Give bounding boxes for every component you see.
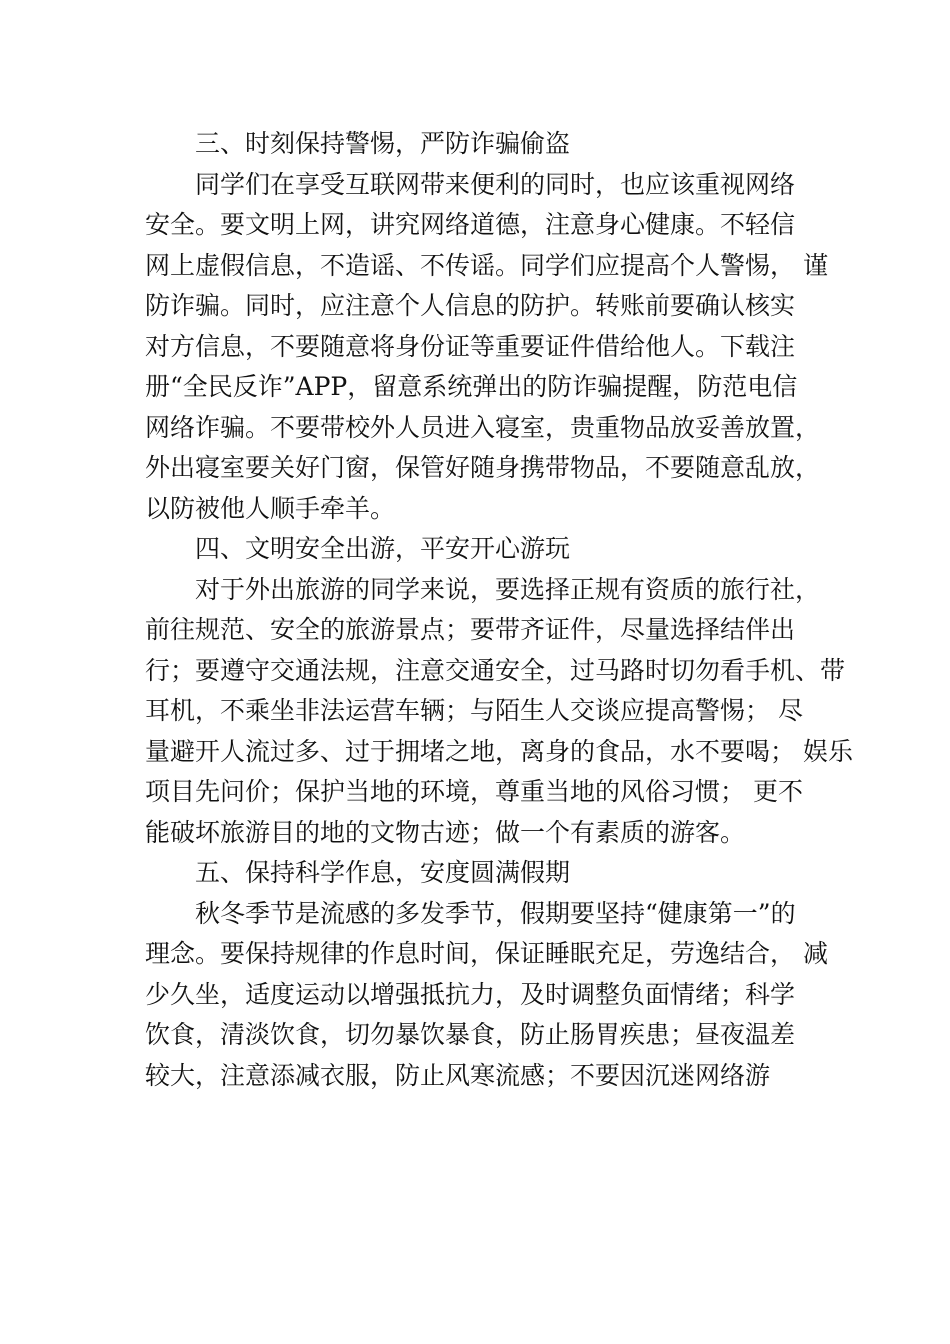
text-line: 耳机，不乘坐非法运营车辆；与陌生人交谈应提高警惕； 尽 xyxy=(145,696,803,725)
section-heading: 五、保持科学作息，安度圆满假期 xyxy=(195,858,571,887)
text-line: 能破坏旅游目的地的文物古迹；做一个有素质的游客。 xyxy=(145,817,746,847)
text-line: 安全。要文明上网，讲究网络道德，注意身心健康。不轻信 xyxy=(145,210,796,239)
text-line: 秋冬季节是流感的多发季节，假期要坚持“健康第一”的 xyxy=(195,898,796,928)
text-line: 饮食，清淡饮食，切勿暴饮暴食，防止肠胃疾患；昼夜温差 xyxy=(145,1020,796,1049)
text-line: 对于外出旅游的同学来说，要选择正规有资质的旅行社， xyxy=(195,574,821,604)
text-line: 对方信息，不要随意将身份证等重要证件借给他人。下载注 xyxy=(145,331,796,361)
text-line: 理念。要保持规律的作息时间，保证睡眠充足，劳逸结合， 减 xyxy=(145,939,828,968)
section-heading: 四、文明安全出游，平安开心游玩 xyxy=(195,534,571,563)
section-paragraph xyxy=(145,894,835,1097)
text-line: 项目先问价；保护当地的环境，尊重当地的风俗习惯； 更不 xyxy=(145,777,803,806)
section-heading: 三、时刻保持警惕，严防诈骗偷盗 xyxy=(195,129,571,158)
text-line: 同学们在享受互联网带来便利的同时，也应该重视网络 xyxy=(195,169,796,199)
document-body xyxy=(145,124,853,1096)
text-line: 网络诈骗。不要带校外人员进入寝室，贵重物品放妥善放置， xyxy=(145,412,821,442)
text-line: 册“全民反诈”APP，留意系统弹出的防诈骗提醒，防范电信 xyxy=(145,372,798,401)
text-line: 防诈骗。同时，应注意个人信息的防护。转账前要确认核实 xyxy=(145,291,796,320)
text-line: 外出寝室要关好门窗，保管好随身携带物品，不要随意乱放， xyxy=(145,453,821,482)
text-line: 量避开人流过多、过于拥堵之地，离身的食品，水不要喝； 娱乐 xyxy=(145,736,853,766)
section-paragraph xyxy=(145,165,835,530)
section-paragraph xyxy=(145,570,853,854)
text-line: 网上虚假信息，不造谣、不传谣。同学们应提高个人警惕， 谨 xyxy=(145,250,828,280)
text-line: 以防被他人顺手牵羊。 xyxy=(145,493,396,523)
text-line: 前往规范、安全的旅游景点；要带齐证件，尽量选择结伴出 xyxy=(145,615,796,644)
text-line: 较大，注意添减衣服，防止风寒流感；不要因沉迷网络游 xyxy=(145,1060,771,1090)
text-line: 少久坐，适度运动以增强抵抗力，及时调整负面情绪；科学 xyxy=(145,979,796,1009)
text-line: 行；要遵守交通法规，注意交通安全，过马路时切勿看手机、带 xyxy=(145,655,846,685)
